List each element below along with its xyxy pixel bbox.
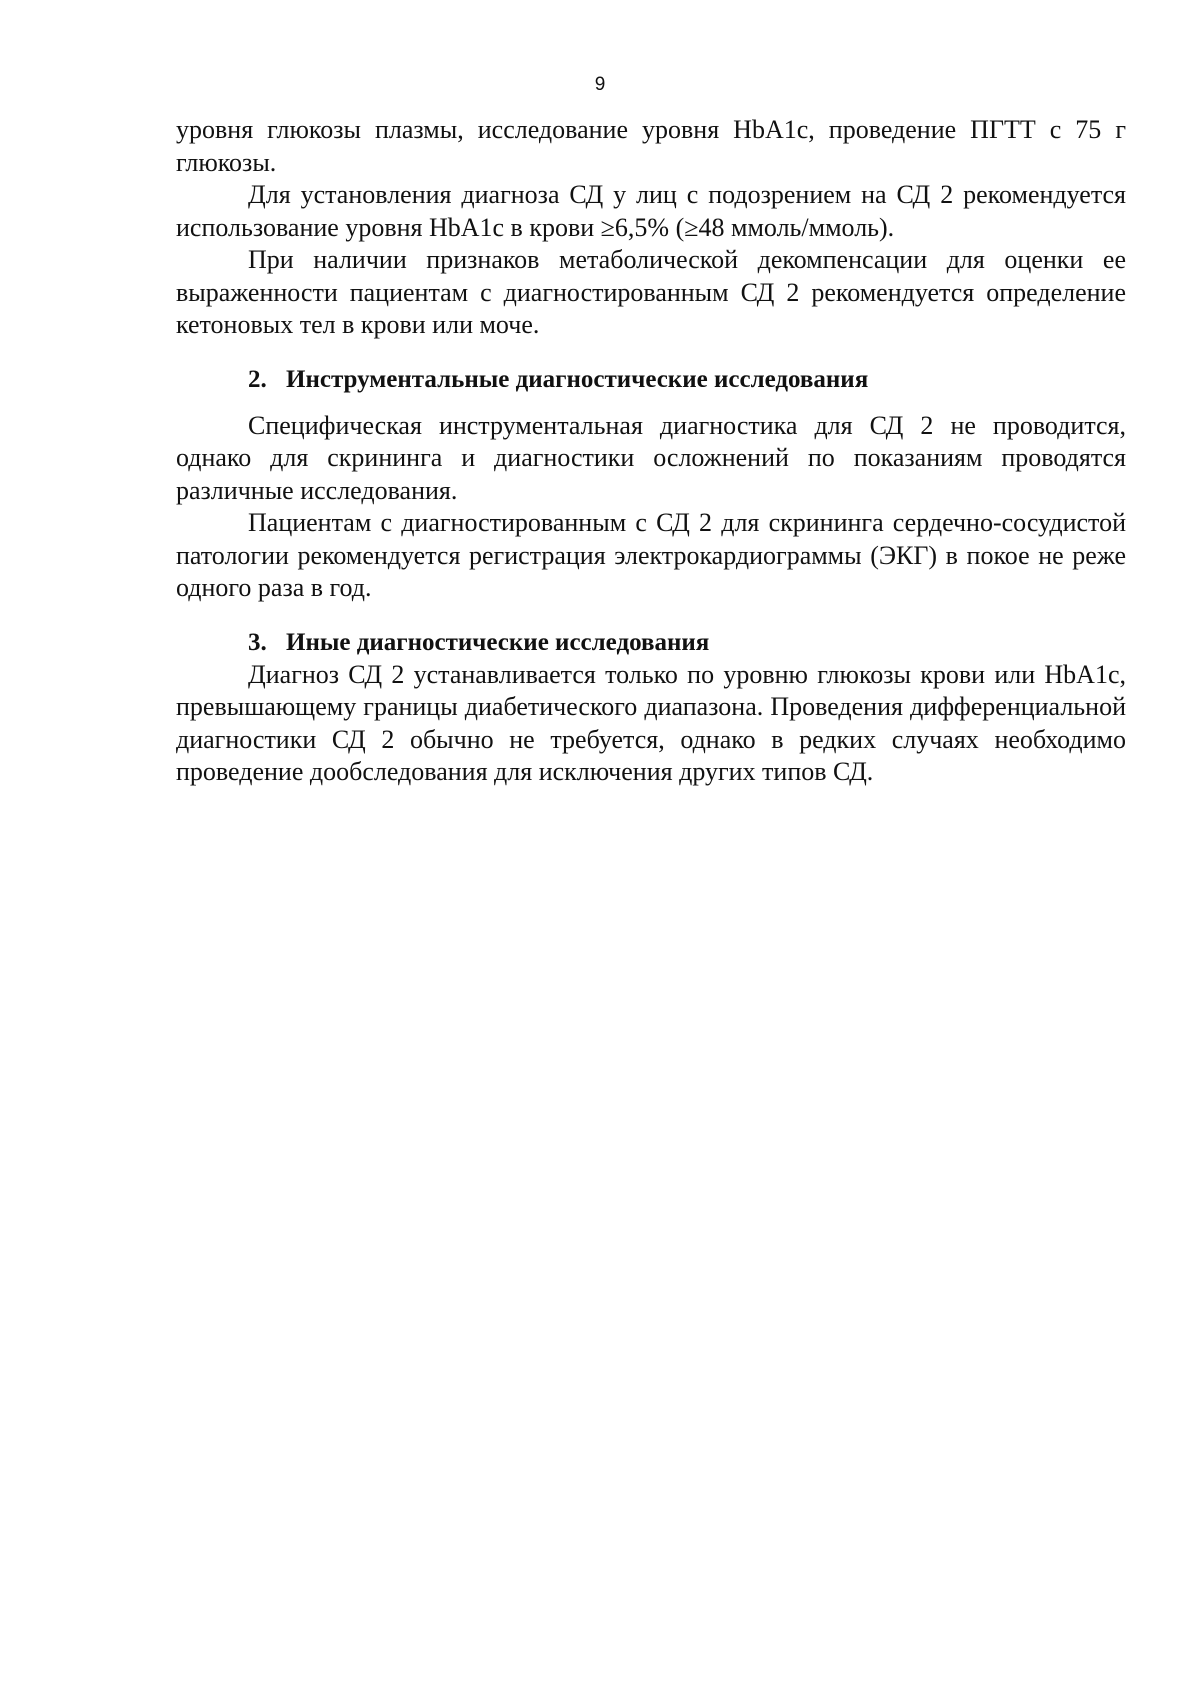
section-heading-other [176,627,1126,659]
section-title: Инструментальные диагностические исследования [286,365,869,393]
page-content [176,114,1126,789]
paragraph-ecg: Пациентам с диагностированным с СД 2 для скрининга сердечно-сосудистой патологии рекомендуется регистрация электрокардиограммы (ЭКГ) в покое не реже одного раза в год. [176,508,1126,602]
paragraph-continuation: уровня глюкозы плазмы, исследование уровня HbA1c, проведение ПГТТ с 75 г глюкозы. [176,115,1126,177]
section-number: 2. [248,365,267,393]
paragraph-diagnosis-criteria: Диагноз СД 2 устанавливается только по уровню глюкозы крови или HbA1c, превышающему границы диабетического диапазона. Проведения дифференциальной диагностики СД 2 обычно не требуется, однако в редких случаях необходимо проведение дообследования для исключения других типов СД. [176,659,1126,786]
section-heading-instrumental [176,364,1126,396]
paragraph-hba1c-diagnosis: Для установления диагноза СД у лиц с подозрением на СД 2 рекомендуется использование уровня HbA1c в крови ≥6,5% (≥48 ммоль/ммоль). [176,180,1126,242]
paragraph-ketone-bodies: При наличии признаков метаболической декомпенсации для оценки ее выраженности пациентам с диагностированным СД 2 рекомендуется определение кетоновых тел в крови или моче. [176,245,1126,339]
section-number: 3. [248,628,267,656]
paragraph-instrumental-diagnostics: Специфическая инструментальная диагностика для СД 2 не проводится, однако для скрининга и диагностики осложнений по показаниям проводятся различные исследования. [176,410,1126,505]
section-title: Иные диагностические исследования [286,628,710,656]
page-number: 9 [594,74,606,95]
